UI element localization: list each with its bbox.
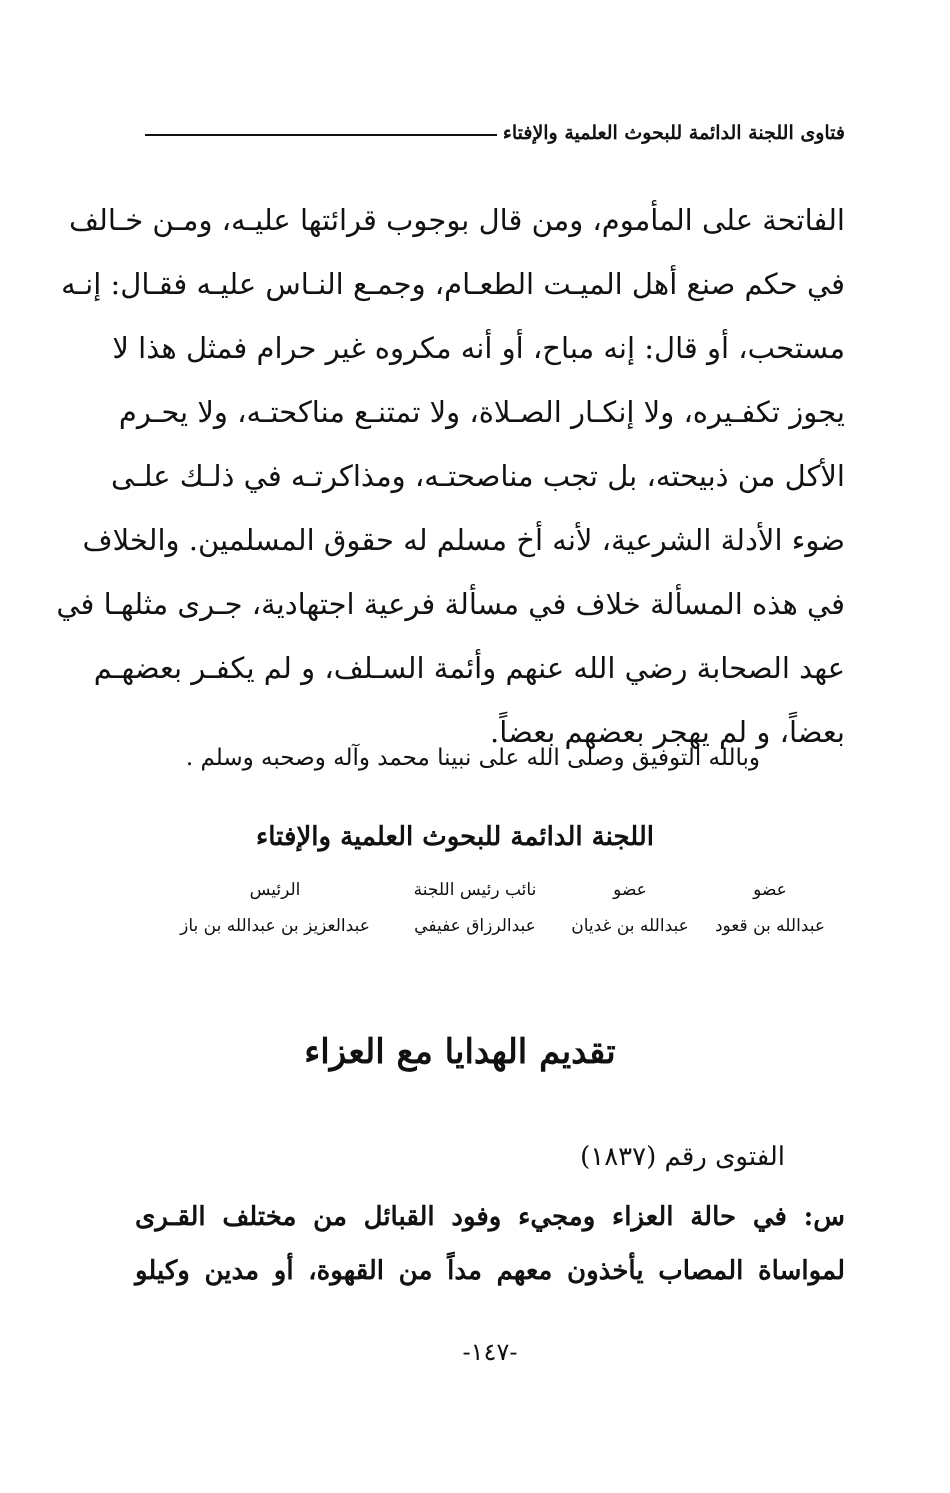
body-line: ضوء الأدلة الشرعية، لأنه أخ مسلم له حقوق المسلمين. والخلاف xyxy=(82,523,845,557)
closing-statement: وبالله التوفيق وصلى الله على نبينا محمد وآله وصحبه وسلم . xyxy=(185,745,760,771)
signature-member-2 xyxy=(560,872,700,944)
body-line: في حكم صنع أهل الميـت الطعـام، وجمـع النـاس عليـه فقـال: إنـه xyxy=(61,267,845,301)
body-line: عهد الصحابة رضي الله عنهم وأئمة السـلف، و لم يكفـر بعضهـم xyxy=(93,651,845,685)
running-header-title: فتاوى اللجنة الدائمة للبحوث العلمية والإفتاء xyxy=(502,122,845,144)
body-line: مستحب، أو قال: إنه مباح، أو أنه مكروه غير حرام فمثل هذا لا xyxy=(112,331,845,365)
member-name: عبدالرزاق عفيفي xyxy=(414,916,536,936)
member-name: عبدالله بن قعود xyxy=(714,916,825,936)
body-line: الأكل من ذبيحته، بل تجب مناصحتـه، ومذاكرتـه في ذلـك علـى xyxy=(110,459,845,493)
member-role: عضو xyxy=(613,880,647,900)
body-line: بعضاً، و لم يهجر بعضهم بعضاً. xyxy=(490,715,845,749)
member-name: عبدالله بن غديان xyxy=(571,916,689,936)
fatwa-number: الفتوى رقم (١٨٣٧) xyxy=(580,1142,785,1172)
member-role: نائب رئيس اللجنة xyxy=(413,880,537,900)
signature-member-3 xyxy=(400,872,550,944)
section-heading: تقديم الهدايا مع العزاء xyxy=(304,1032,616,1072)
member-role: عضو xyxy=(753,880,787,900)
member-name: عبدالعزيز بن عبدالله بن باز xyxy=(180,916,370,936)
running-header xyxy=(145,118,845,148)
member-role: الرئيس xyxy=(249,880,301,900)
page-number: -١٤٧- xyxy=(462,1338,518,1366)
signature-block xyxy=(150,872,840,962)
body-line: في هذه المسألة خلاف في مسألة فرعية اجتهادية، جـرى مثلهـا في xyxy=(56,587,845,621)
body-line: الفاتحة على المأموم، ومن قال بوجوب قرائتها عليـه، ومـن خـالف xyxy=(69,203,845,237)
body-line: يجوز تكفـيره، ولا إنكـار الصـلاة، ولا تمتنـع مناكحتـه، ولا يحـرم xyxy=(118,395,845,429)
question-line: لمواساة المصاب يأخذون معهم مداً من القهوة، أو مدين وكيلو xyxy=(135,1256,845,1286)
question-line: س: في حالة العزاء ومجيء وفود القبائل من مختلف القـرى xyxy=(135,1202,845,1232)
body-paragraph xyxy=(56,188,845,764)
signature-member-4 xyxy=(160,872,390,944)
header-rule xyxy=(145,134,497,136)
committee-title: اللجنة الدائمة للبحوث العلمية والإفتاء xyxy=(256,822,654,852)
signature-member-1 xyxy=(700,872,840,944)
question-paragraph xyxy=(135,1190,845,1298)
